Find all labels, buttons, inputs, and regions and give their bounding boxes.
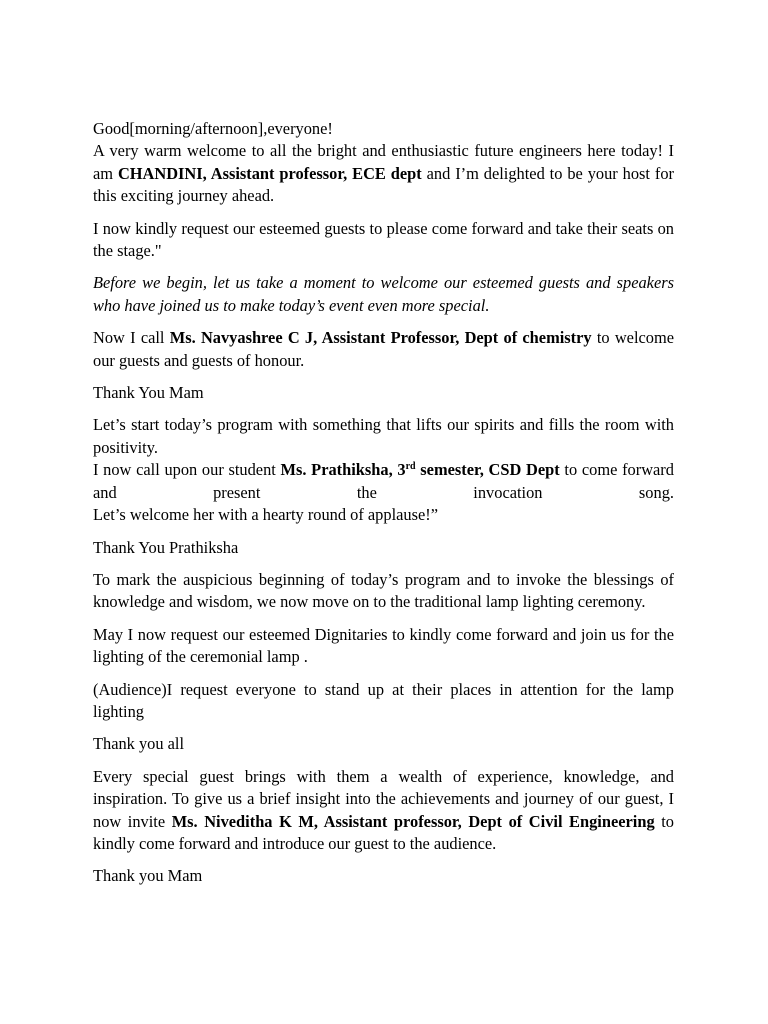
call-welcome-paragraph (93, 327, 674, 372)
greeting-line: Good[morning/afternoon],everyone! (93, 119, 333, 138)
request-seats-paragraph: I now kindly request our esteemed guests to please come forward and take their seats on the stage." (93, 218, 674, 261)
lamp-intro-paragraph: To mark the auspicious beginning of today’s program and to invoke the blessings of knowledge and wisdom, we now move on to the traditional lamp lighting ceremony. (93, 569, 674, 612)
guest-intro-text-2: to kindly come forward and introduce our guest to the audience. (93, 811, 674, 853)
guest-intro-text-1: Every special guest brings with them a wealth of experience, knowledge, and inspiration. To give us a brief insight into the achievements and journey of our guest, I now invite (93, 766, 674, 831)
invocation-line-3: Let’s welcome her with a hearty round of applause!” (93, 505, 438, 525)
guest-introducer-name: Ms. Niveditha K M, Assistant professor, Dept of Civil Engineering (171, 811, 655, 831)
before-begin-paragraph: Before we begin, let us take a moment to welcome our esteemed guests and speakers who have joined us to make today’s event even more special. (93, 273, 674, 315)
welcome-paragraph (93, 140, 674, 207)
call-welcome-text-1: Now I call (93, 328, 170, 348)
host-name: CHANDINI, Assistant professor, ECE dept (117, 163, 422, 183)
welcome-text-1: A very warm welcome to all the bright and enthusiastic future engineers here today! I am (93, 141, 674, 183)
welcome-text-2: and I’m delighted to be your host for this exciting journey ahead. (93, 163, 674, 206)
invocation-text-1: I now call upon our student (93, 460, 281, 480)
audience-paragraph: (Audience)I request everyone to stand up at their places in attention for the lamp lighting (93, 679, 674, 721)
thanks-line-3: Thank you all (93, 734, 185, 754)
dignitaries-paragraph: May I now request our esteemed Dignitaries to kindly come forward and join us for the lighting of the ceremonial lamp . (93, 624, 674, 667)
thanks-line-4: Thank you Mam (93, 866, 203, 886)
invocation-text-2: to come forward and present the invocation song. (93, 460, 674, 502)
welcome-speaker-name: Ms. Navyashree C J, Assistant Professor, Dept of chemistry (169, 328, 592, 348)
guest-intro-paragraph (93, 766, 674, 856)
invocation-student-name: Ms. Prathiksha, 3 (280, 460, 406, 480)
invocation-paragraph (93, 414, 674, 526)
invocation-line-2 (93, 459, 674, 504)
invocation-dept: semester, CSD Dept (415, 460, 560, 480)
call-welcome-text-2: to welcome our guests and guests of honour. (93, 328, 675, 370)
semester-superscript: rd (405, 461, 416, 473)
thanks-line-2: Thank You Prathiksha (93, 537, 239, 557)
thanks-line-1: Thank You Mam (93, 383, 204, 403)
invocation-line-1: Let’s start today’s program with something that lifts our spirits and fills the room with positivity. (93, 415, 674, 457)
